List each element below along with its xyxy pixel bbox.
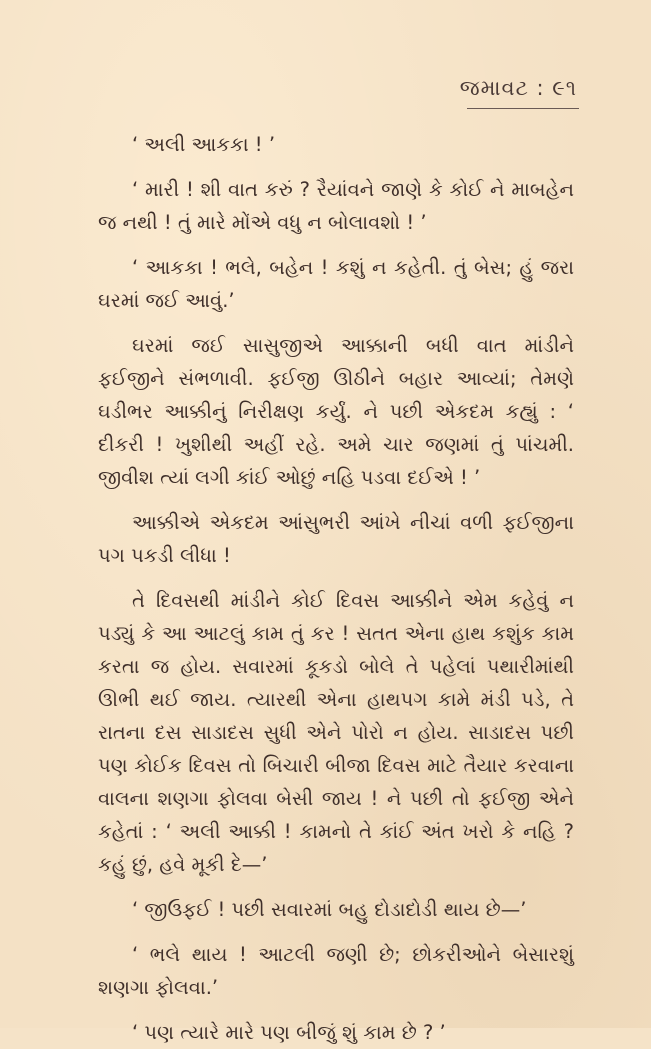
paragraph: ઘરમાં જઈ સાસુજીએ આક્કાની બધી વાત માંડીને ફઈજીને સંભળાવી. ફઈજી ઊઠીને બહાર આવ્યાં; તેમણે ઘડીભર આક્કીનું નિરીક્ષણ કર્યું. ને પછી એકદમ કહ્યું : ‘ દીકરી ! ખુશીથી અહીં રહે. અમે ચાર જણમાં તું પાંચમી. જીવીશ ત્યાં લગી કાંઈ ઓછું નહિ પડવા દઈએ ! ’ xyxy=(98,334,574,489)
running-header: જમાવટ : ૯૧ xyxy=(459,76,577,100)
paragraph: ‘ જીઉફઈ ! પછી સવારમાં બહુ દોડાદોડી થાય છે—’ xyxy=(132,898,527,921)
paragraph: આક્કીએ એકદમ આંસુભરી આંખે નીચાં વળી ફઈજીના પગ પકડી લીધા ! xyxy=(98,511,574,567)
paragraph: ‘ આકકા ! ભલે, બહેન ! કશું ન કહેતી. તું બેસ; હું જરા ઘરમાં જઈ આવું.’ xyxy=(98,256,574,312)
header-underline xyxy=(467,108,579,109)
paragraph: ‘ મારી ! શી વાત કરું ? રૈયાંવને જાણે કે કોઈ ને માબહેન જ નથી ! તું મારે મોંએ વધુ ન બોલાવશો ! ’ xyxy=(98,178,574,234)
paragraph: ‘ ભલે થાય ! આટલી જણી છે; છોકરીઓને બેસારશું શણગા ફોલવા.’ xyxy=(98,943,574,999)
body-text xyxy=(98,128,574,1049)
paragraph: ‘ અલી આકકા ! ’ xyxy=(132,133,276,156)
paragraph: તે દિવસથી માંડીને કોઈ દિવસ આક્કીને એમ કહેવું ન પડ્યું કે આ આટલું કામ તું કર ! સતત એના હાથ કશુંક કામ કરતા જ હોય. સવારમાં કૂકડો બોલે તે પહેલાં પથારીમાંથી ઊભી થઈ જાય. ત્યારથી એના હાથપગ કામે મંડી પડે, તે રાતના દસ સાડાદસ સુધી એને પોરો ન હોય. સાડાદસ પછી પણ કોઈક દિવસ તો બિચારી બીજા દિવસ માટે તૈયાર કરવાના વાલના શણગા ફોલવા બેસી જાય ! ને પછી તો ફઈજી એને કહેતાં : ‘ અલી આક્કી ! કામનો તે કાંઈ અંત ખરો કે નહિ ? કહું છું, હવે મૂકી દે—’ xyxy=(98,589,574,876)
paragraph: ‘ પણ ત્યારે મારે પણ બીજું શું કામ છે ? ’ xyxy=(132,1021,446,1044)
